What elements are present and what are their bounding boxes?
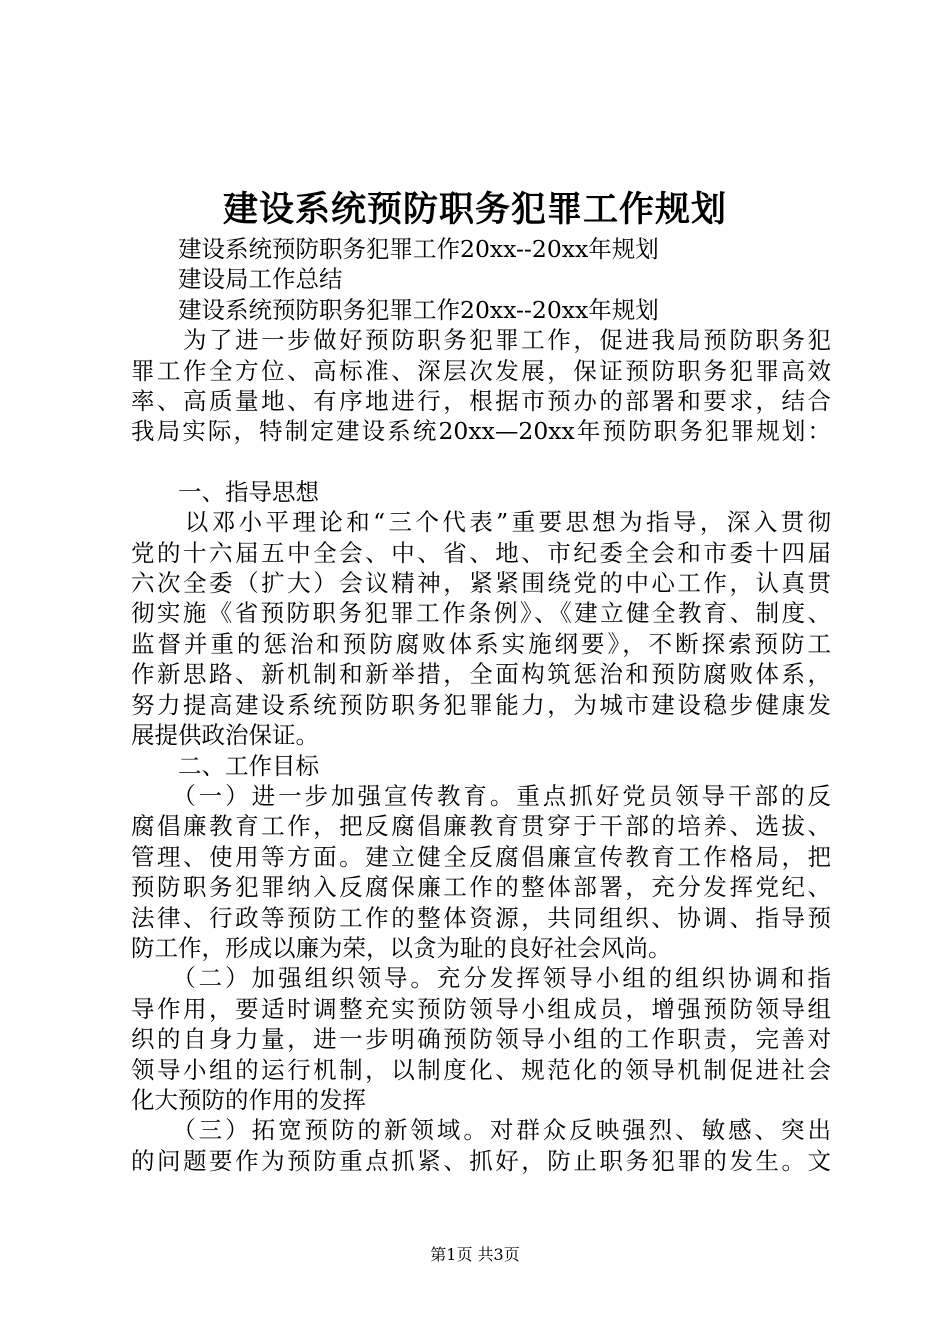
text-line: 化大预防的作用的发挥 <box>131 1085 366 1114</box>
text-line: （二）加强组织领导。充分发挥领导小组的组织协调和指 <box>131 964 831 993</box>
text-line: 率、高质量地、有序地进行，根据市预办的部署和要求，结合 <box>131 387 831 416</box>
document-body <box>131 234 831 1176</box>
text-line: 织的自身力量，进一步明确预防领导小组的工作职责，完善对 <box>131 1025 831 1054</box>
text-line: 防工作，形成以廉为荣，以贪为耻的良好社会风尚。 <box>131 933 672 962</box>
text-line: 党的十六届五中全会、中、省、地、市纪委全会和市委十四届 <box>131 538 831 567</box>
text-line: 二、工作目标 <box>131 751 319 780</box>
text-line: （三）拓宽预防的新领域。对群众反映强烈、敏感、突出 <box>131 1116 831 1145</box>
text-line: 展提供政治保证。 <box>131 721 319 750</box>
text-line: 我局实际，特制定建设系统20xx—20xx年预防职务犯罪规划： <box>131 417 831 446</box>
text-line: 以邓小平理论和“三个代表”重要思想为指导，深入贯彻 <box>131 508 831 537</box>
text-line: 预防职务犯罪纳入反腐保廉工作的整体部署，充分发挥党纪、 <box>131 873 831 902</box>
text-line: 建设系统预防职务犯罪工作20xx--20xx年规划 <box>131 235 659 263</box>
text-line: 建设局工作总结 <box>131 265 343 294</box>
text-line: 六次全委（扩大）会议精神，紧紧围绕党的中心工作，认真贯 <box>131 569 831 598</box>
page-footer: 第1页 共3页 <box>430 1245 520 1264</box>
text-line: 腐倡廉教育工作，把反腐倡廉教育贯穿于干部的培养、选拔、 <box>131 812 831 841</box>
text-line: 罪工作全方位、高标准、深层次发展，保证预防职务犯罪高效 <box>131 356 831 385</box>
text-line: 作新思路、新机制和新举措，全面构筑惩治和预防腐败体系， <box>131 660 831 689</box>
blank-line <box>131 447 831 477</box>
text-line: 一、指导思想 <box>131 477 319 506</box>
document-title: 建设系统预防职务犯罪工作规划 <box>222 189 727 230</box>
text-line: 管理、使用等方面。建立健全反腐倡廉宣传教育工作格局，把 <box>131 842 831 871</box>
text-line: 的问题要作为预防重点抓紧、抓好，防止职务犯罪的发生。文 <box>131 1146 831 1175</box>
text-line: 彻实施《省预防职务犯罪工作条例》、《建立健全教育、制度、 <box>131 599 831 628</box>
text-line: （一）进一步加强宣传教育。重点抓好党员领导干部的反 <box>131 781 831 810</box>
text-line: 努力提高建设系统预防职务犯罪能力，为城市建设稳步健康发 <box>131 690 831 719</box>
text-line: 为了进一步做好预防职务犯罪工作，促进我局预防职务犯 <box>131 326 831 355</box>
text-line: 领导小组的运行机制，以制度化、规范化的领导机制促进社会 <box>131 1055 831 1084</box>
text-line: 建设系统预防职务犯罪工作20xx--20xx年规划 <box>131 295 659 324</box>
text-line: 导作用，要适时调整充实预防领导小组成员，增强预防领导组 <box>131 994 831 1023</box>
text-line: 法律、行政等预防工作的整体资源，共同组织、协调、指导预 <box>131 903 831 932</box>
text-line: 监督并重的惩治和预防腐败体系实施纲要》，不断探索预防工 <box>131 629 831 658</box>
